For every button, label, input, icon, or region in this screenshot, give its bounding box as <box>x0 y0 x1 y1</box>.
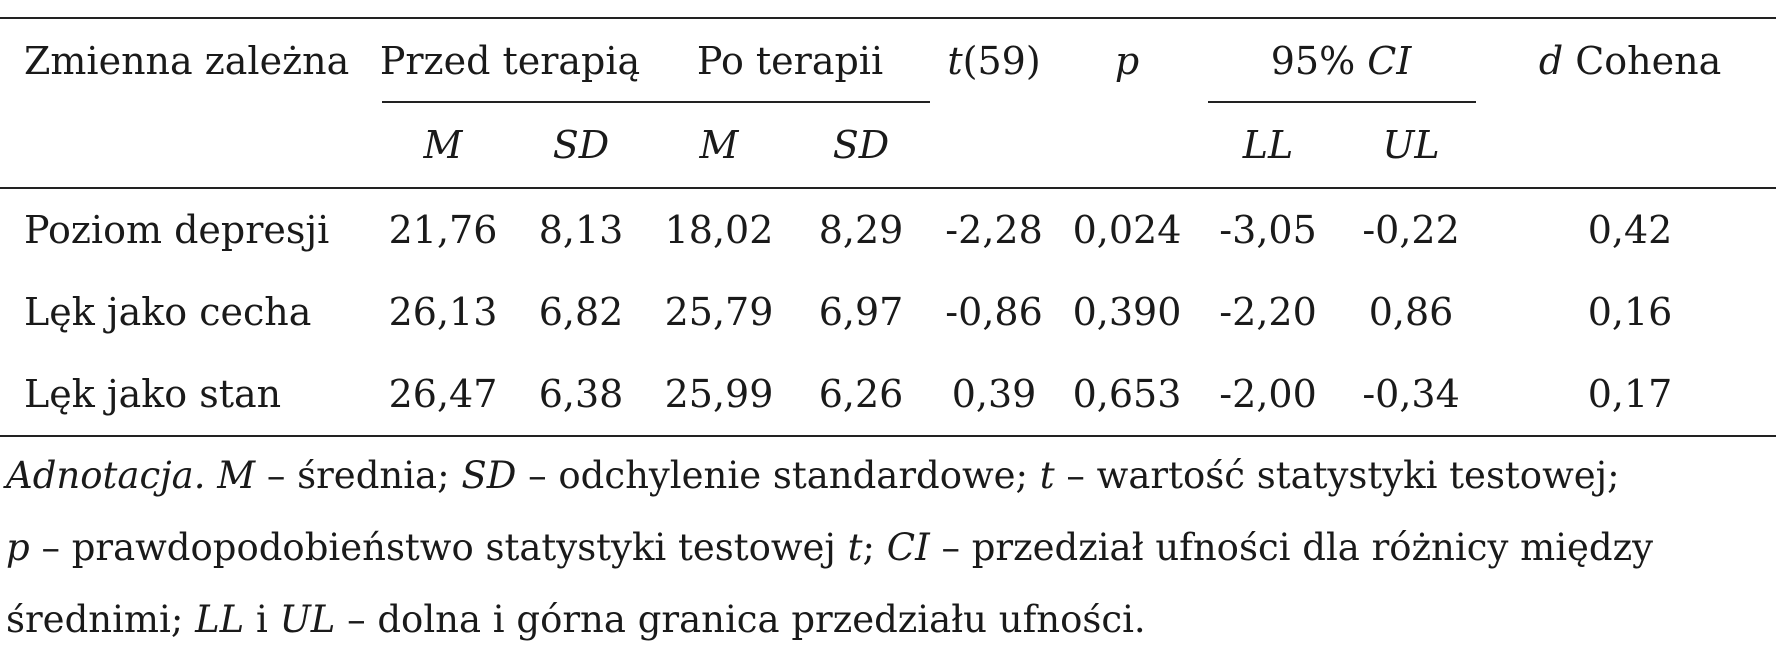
note-line-2 <box>6 512 1766 584</box>
header-t-symbol: t <box>947 39 963 83</box>
header-p: p <box>1114 39 1140 83</box>
cell-cohen-d: 0,42 <box>1587 208 1673 252</box>
cell-ll: -3,05 <box>1219 208 1317 252</box>
header-empty-cell <box>0 103 372 188</box>
cell-ll: -2,00 <box>1219 372 1317 416</box>
header-empty-cell <box>1484 103 1776 188</box>
header-before-therapy <box>372 18 648 103</box>
header-ci <box>1198 18 1484 103</box>
note-t-symbol-2: t <box>847 526 863 569</box>
cell-sd-before: 6,82 <box>538 290 624 334</box>
header-ul: UL <box>1382 123 1440 167</box>
note-t-symbol: t <box>1039 454 1055 497</box>
note-line-3 <box>6 584 1766 656</box>
header-t-df: (59) <box>962 39 1041 83</box>
cell-sd-before: 8,13 <box>538 208 624 252</box>
note-label: Adnotacja. <box>6 454 206 497</box>
header-after-therapy-label: Po terapii <box>696 39 884 83</box>
after-therapy-rule <box>648 101 930 103</box>
header-d-suffix: Cohena <box>1563 39 1722 83</box>
cell-t: -0,86 <box>945 290 1043 334</box>
note-p-symbol: p <box>6 526 30 569</box>
header-dependent-variable: Zmienna zależna <box>24 39 350 83</box>
note-llul-desc: – dolna i górna granica przedziału ufności. <box>335 598 1146 641</box>
note-sd-desc: – odchylenie standardowe; <box>516 454 1040 497</box>
cell-t: 0,39 <box>951 372 1037 416</box>
cell-sd-after: 6,26 <box>818 372 904 416</box>
header-ci-symbol: CI <box>1367 39 1412 83</box>
note-ll-symbol: LL <box>195 598 245 641</box>
row-variable: Lęk jako cecha <box>24 290 312 334</box>
cell-ul: -0,34 <box>1362 372 1460 416</box>
table-note <box>6 440 1766 656</box>
cell-m-before: 26,13 <box>388 290 498 334</box>
note-t-desc: – wartość statystyki testowej; <box>1054 454 1620 497</box>
table-row <box>0 353 1776 436</box>
header-sd-before: SD <box>552 123 610 167</box>
cell-ul: 0,86 <box>1368 290 1454 334</box>
note-sd-symbol: SD <box>461 454 517 497</box>
before-therapy-rule <box>382 101 648 103</box>
header-m-before: M <box>423 123 463 167</box>
cell-sd-after: 8,29 <box>818 208 904 252</box>
cell-p: 0,653 <box>1072 372 1182 416</box>
note-separator: ; <box>862 526 887 569</box>
note-and: i <box>244 598 280 641</box>
cell-p: 0,024 <box>1072 208 1182 252</box>
cell-ll: -2,20 <box>1219 290 1317 334</box>
header-d-symbol: d <box>1538 39 1564 83</box>
cell-m-after: 18,02 <box>664 208 774 252</box>
row-variable: Poziom depresji <box>24 208 330 252</box>
note-m-desc: – średnia; <box>255 454 462 497</box>
header-cohen-d <box>1484 18 1776 103</box>
header-t <box>932 18 1056 103</box>
header-before-therapy-label: Przed terapią <box>379 39 641 83</box>
row-variable: Lęk jako stan <box>24 372 282 416</box>
header-empty-cell <box>932 103 1056 188</box>
cell-cohen-d: 0,16 <box>1587 290 1673 334</box>
results-table <box>0 17 1776 437</box>
header-row-2 <box>0 103 1776 188</box>
note-ul-symbol: UL <box>279 598 336 641</box>
cell-p: 0,390 <box>1072 290 1182 334</box>
header-empty-cell <box>1056 103 1198 188</box>
cell-ul: -0,22 <box>1362 208 1460 252</box>
header-sd-after: SD <box>832 123 890 167</box>
note-p-desc: – prawdopodobieństwo statystyki testowej <box>29 526 848 569</box>
cell-m-after: 25,79 <box>664 290 774 334</box>
table-row <box>0 188 1776 271</box>
note-line3-start: średnimi; <box>6 598 196 641</box>
cell-m-after: 25,99 <box>664 372 774 416</box>
note-ci-symbol: CI <box>886 526 930 569</box>
note-m-symbol: M <box>217 454 256 497</box>
note-ci-desc: – przedział ufności dla różnicy między <box>929 526 1654 569</box>
cell-cohen-d: 0,17 <box>1587 372 1673 416</box>
cell-t: -2,28 <box>945 208 1043 252</box>
ci-rule <box>1208 101 1476 103</box>
cell-m-before: 26,47 <box>388 372 498 416</box>
table-row <box>0 271 1776 353</box>
header-row-1 <box>0 18 1776 103</box>
header-ci-prefix: 95% <box>1270 39 1368 83</box>
note-line-1 <box>6 440 1766 512</box>
cell-sd-after: 6,97 <box>818 290 904 334</box>
header-after-therapy <box>648 18 932 103</box>
header-m-after: M <box>699 123 739 167</box>
cell-m-before: 21,76 <box>388 208 498 252</box>
header-ll: LL <box>1242 123 1294 167</box>
cell-sd-before: 6,38 <box>538 372 624 416</box>
